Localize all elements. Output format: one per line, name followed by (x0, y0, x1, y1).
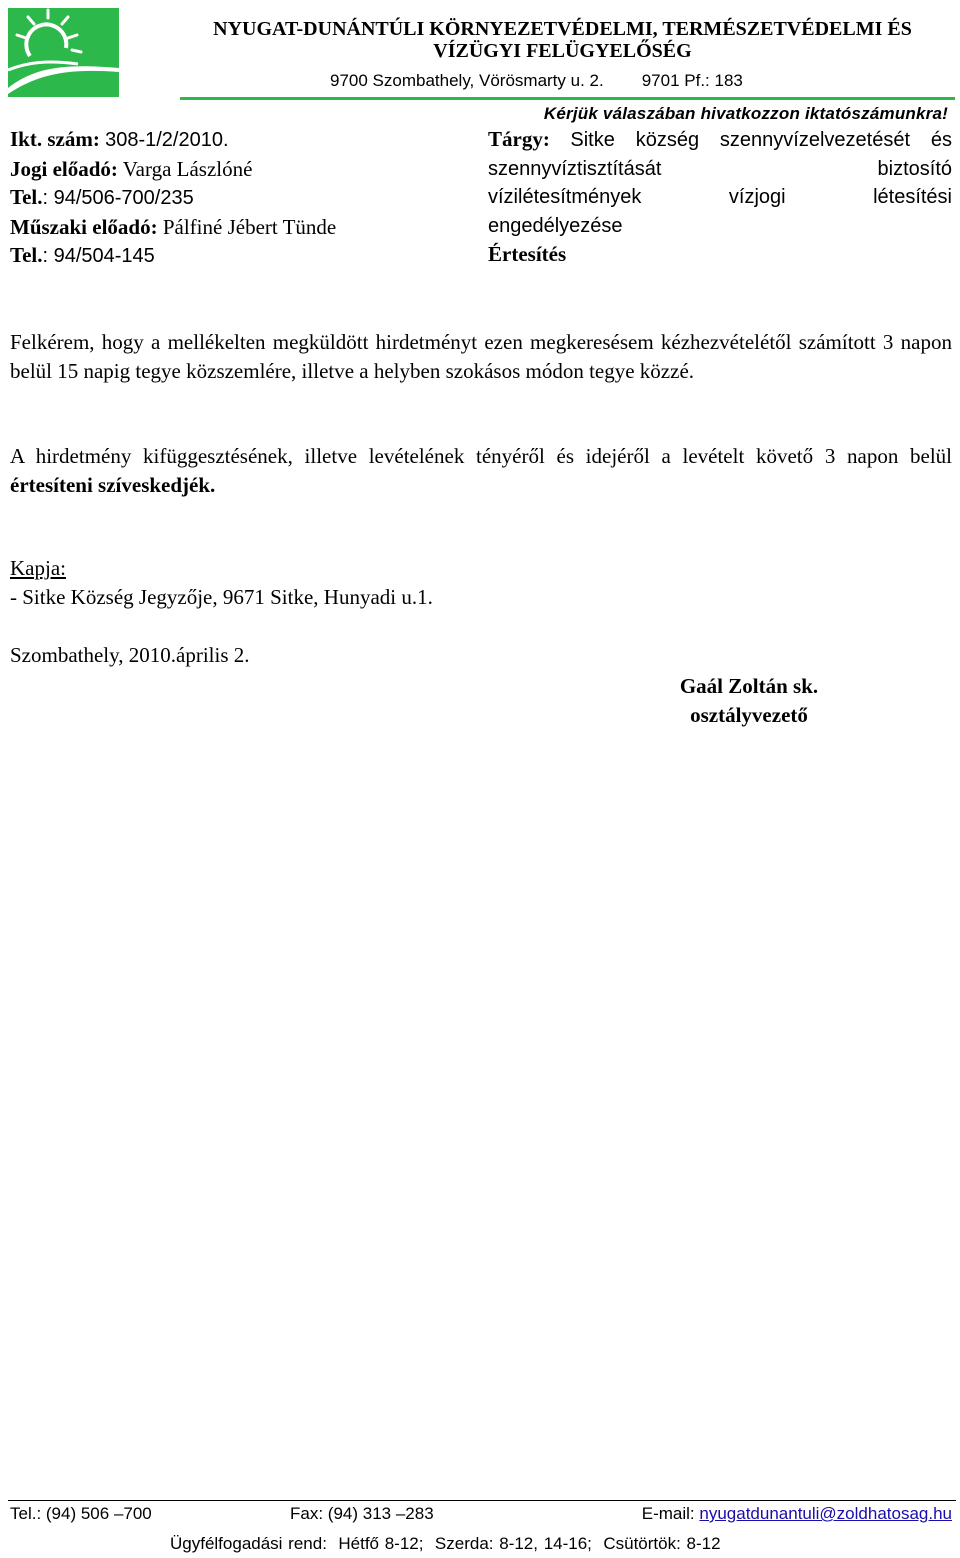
muszaki-value: Pálfiné Jébert Tünde (162, 214, 337, 239)
subject-line1 (488, 125, 952, 155)
tel1-label: Tel. (10, 185, 43, 209)
footer-contacts (10, 1504, 952, 1526)
document-heading: Értesítés (488, 242, 567, 266)
ikt-value: 308-1/2/2010. (105, 129, 229, 151)
tel2-label: Tel. (10, 243, 43, 267)
body-paragraph-2-text: A hirdetmény kifüggesztésének, illetve levételének tényéről és idejéről a levételt követő 3 napon belül (10, 444, 952, 468)
jogi-value: Varga Lászlóné (122, 156, 253, 181)
subject-block (488, 125, 952, 269)
subject-label: Tárgy: (488, 127, 550, 151)
muszaki-label: Műszaki előadó: (10, 214, 158, 239)
ikt-label: Ikt. szám: (10, 127, 100, 151)
subject-line4: engedélyezése (488, 214, 623, 237)
jogi-row (10, 155, 336, 184)
email-link[interactable]: nyugatdunantuli@zoldhatosag.hu (699, 1504, 952, 1523)
signer-title: osztályvezető (690, 703, 808, 727)
footer-divider (8, 1500, 956, 1501)
tel2-row (10, 241, 336, 271)
header-divider (180, 97, 955, 100)
reference-request: Kérjük válaszában hivatkozzon iktatószámunkra! (543, 104, 948, 123)
org-address (330, 71, 743, 91)
body-paragraph-2 (10, 442, 952, 499)
subject-line3: vízilétesítmények vízjogi létesítési (488, 186, 952, 208)
recipients-label: Kapja: (10, 556, 66, 580)
ikt-row (10, 125, 336, 155)
subject-text1: Sitke község szennyvízelvezetését és (570, 129, 952, 151)
tel1-row (10, 183, 336, 213)
agency-logo (8, 8, 119, 97)
footer-fax: Fax: (94) 313 –283 (290, 1504, 434, 1523)
body-paragraph-2-bold: értesíteni szíveskedjék. (10, 472, 216, 497)
footer-tel: Tel.: (94) 506 –700 (10, 1504, 152, 1523)
place-and-date: Szombathely, 2010.április 2. (10, 643, 250, 667)
signer-name: Gaál Zoltán sk. (679, 674, 819, 698)
org-name-line2: VÍZÜGYI FELÜGYELŐSÉG (433, 40, 692, 62)
footer-email (642, 1504, 952, 1524)
jogi-label: Jogi előadó: (10, 156, 118, 181)
sun-landscape-icon (8, 8, 119, 97)
email-label: E-mail: (641, 1504, 695, 1523)
case-metadata (10, 125, 336, 271)
muszaki-row (10, 213, 336, 242)
street-address: 9700 Szombathely, Vörösmarty u. 2. (330, 71, 604, 90)
subject-line2: szennyvíztisztítását biztosító (488, 157, 952, 180)
po-box: 9701 Pf.: 183 (641, 71, 743, 90)
body-paragraph-1: Felkérem, hogy a mellékelten megküldött hirdetményt ezen megkeresésem kézhezvételétől számított 3 napon belül 15 napig tegye közszemlére, illetve a helyben szokásos módon tegye közzé. (10, 330, 952, 383)
org-name-line1: NYUGAT-DUNÁNTÚLI KÖRNYEZETVÉDELMI, TERMÉSZETVÉDELMI ÉS (213, 18, 912, 40)
tel2-value: : 94/504-145 (42, 245, 155, 267)
recipient-item: - Sitke Község Jegyzője, 9671 Sitke, Hunyadi u.1. (10, 585, 433, 609)
signature-block (620, 672, 878, 730)
office-hours: Ügyfélfogadási rend: Hétfő 8-12; Szerda: 8-12, 14-16; Csütörtök: 8-12 (170, 1534, 721, 1553)
tel1-value: : 94/506-700/235 (42, 187, 194, 209)
